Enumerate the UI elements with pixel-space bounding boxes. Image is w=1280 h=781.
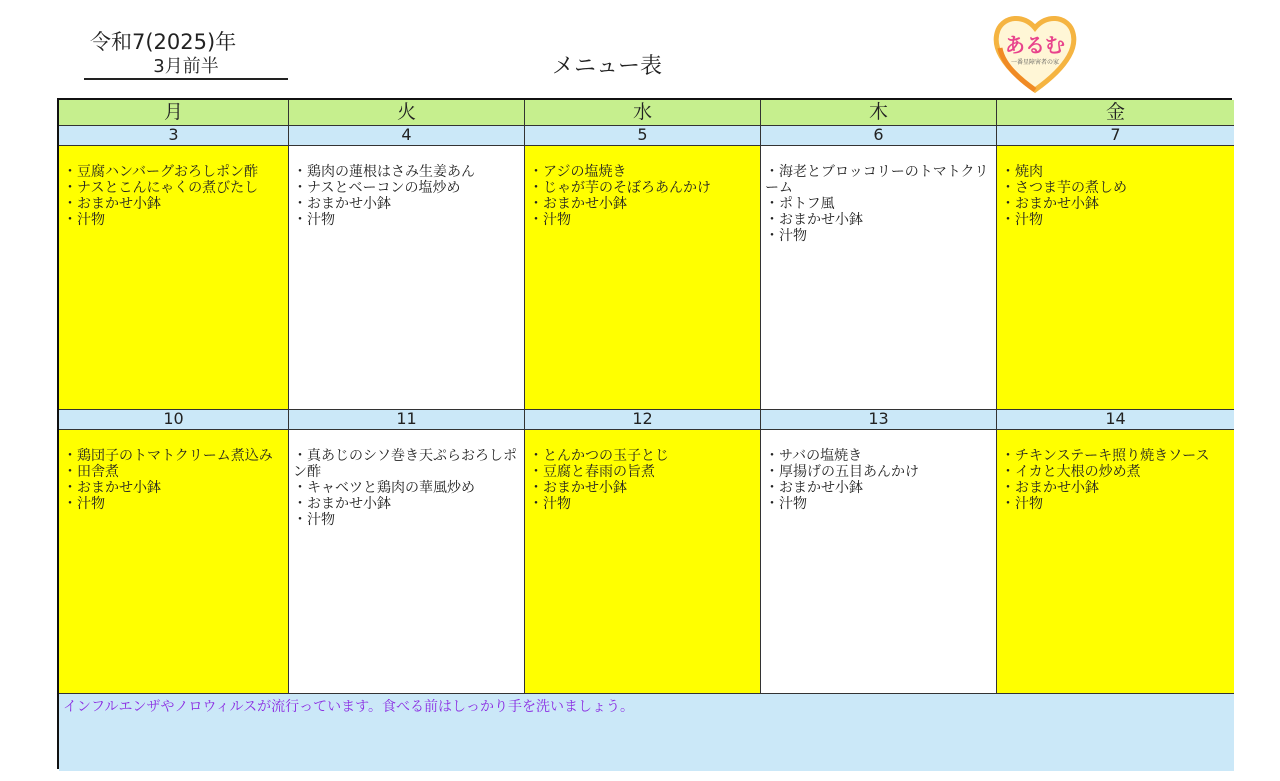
date-cell: 10	[59, 410, 289, 430]
menu-cell	[997, 146, 1234, 410]
menu-cell	[525, 146, 761, 410]
notice-message: インフルエンザやノロウィルスが流行っています。食べる前はしっかり手を洗いましょう。	[59, 694, 1234, 771]
menu-item: ・鶏肉の蓮根はさみ生姜あん	[293, 164, 475, 180]
menu-item: ・豆腐ハンバーグおろしポン酢	[63, 164, 259, 180]
menu-item: ・とんかつの玉子とじ	[529, 448, 669, 464]
menu-cell	[761, 146, 997, 410]
menu-item: ・イカと大根の炒め煮	[1001, 464, 1141, 480]
page-title: メニュー表	[552, 54, 663, 79]
date-cell: 5	[525, 126, 761, 146]
menu-item: ・汁物	[765, 228, 807, 244]
date-cell: 11	[289, 410, 525, 430]
menu-cell	[289, 146, 525, 410]
menu-item: ・厚揚げの五目あんかけ	[765, 464, 919, 480]
menu-item: ・じゃが芋のそぼろあんかけ	[529, 180, 711, 196]
menu-item: ・ナスとこんにゃくの煮びたし	[63, 180, 259, 196]
date-cell: 14	[997, 410, 1234, 430]
menu-item: ・おまかせ小鉢	[293, 496, 391, 512]
svg-text:あるむ: あるむ	[1005, 33, 1065, 57]
menu-cell	[289, 430, 525, 694]
weekday-fri: 金	[997, 100, 1234, 126]
logo	[990, 10, 1080, 96]
date-cell: 6	[761, 126, 997, 146]
menu-item: ・おまかせ小鉢	[765, 212, 863, 228]
menu-item: ・さつま芋の煮しめ	[1001, 180, 1127, 196]
menu-item: ・汁物	[63, 496, 105, 512]
menu-item: ・おまかせ小鉢	[293, 196, 391, 212]
menu-item: ・汁物	[1001, 212, 1043, 228]
menu-item: ・チキンステーキ照り焼きソース	[1001, 448, 1210, 464]
menu-item: ・汁物	[63, 212, 105, 228]
weekday-tue: 火	[289, 100, 525, 126]
half-month-label: 3月前半	[84, 56, 288, 80]
menu-item: ・ナスとベーコンの塩炒め	[293, 180, 461, 196]
menu-item: ・おまかせ小鉢	[529, 480, 627, 496]
menu-item: ・アジの塩焼き	[529, 164, 627, 180]
menu-item: ・鶏団子のトマトクリーム煮込み	[63, 448, 273, 464]
menu-item: ・汁物	[293, 212, 335, 228]
era-year: 令和7(2025)年	[90, 30, 237, 54]
menu-item: ・おまかせ小鉢	[63, 480, 161, 496]
menu-item: ・キャベツと鶏肉の華風炒め	[293, 480, 475, 496]
menu-item: ・おまかせ小鉢	[1001, 196, 1099, 212]
menu-item: ・田舎煮	[63, 464, 119, 480]
weekday-mon: 月	[59, 100, 289, 126]
date-cell: 13	[761, 410, 997, 430]
menu-item: ・汁物	[529, 496, 571, 512]
menu-item: ・真あじのシソ巻き天ぷらおろしポン酢	[293, 448, 517, 480]
menu-cell	[59, 146, 289, 410]
date-cell: 3	[59, 126, 289, 146]
menu-item: ・焼肉	[1001, 164, 1043, 180]
svg-text:一番星障害者の家: 一番星障害者の家	[1010, 59, 1060, 66]
menu-item: ・おまかせ小鉢	[765, 480, 863, 496]
date-cell: 7	[997, 126, 1234, 146]
weekday-thu: 木	[761, 100, 997, 126]
menu-cell	[525, 430, 761, 694]
menu-item: ・おまかせ小鉢	[529, 196, 627, 212]
menu-item: ・ポトフ風	[765, 196, 835, 212]
menu-item: ・おまかせ小鉢	[63, 196, 161, 212]
menu-item: ・汁物	[529, 212, 571, 228]
menu-calendar	[57, 98, 1232, 769]
menu-item: ・汁物	[765, 496, 807, 512]
date-cell: 4	[289, 126, 525, 146]
menu-item: ・豆腐と春雨の旨煮	[529, 464, 655, 480]
menu-item: ・サバの塩焼き	[765, 448, 863, 464]
menu-cell	[761, 430, 997, 694]
menu-item: ・おまかせ小鉢	[1001, 480, 1099, 496]
weekday-wed: 水	[525, 100, 761, 126]
menu-cell	[997, 430, 1234, 694]
menu-item: ・汁物	[293, 512, 335, 528]
menu-cell	[59, 430, 289, 694]
date-cell: 12	[525, 410, 761, 430]
menu-item: ・海老とブロッコリーのトマトクリーム	[765, 164, 989, 196]
menu-item: ・汁物	[1001, 496, 1043, 512]
